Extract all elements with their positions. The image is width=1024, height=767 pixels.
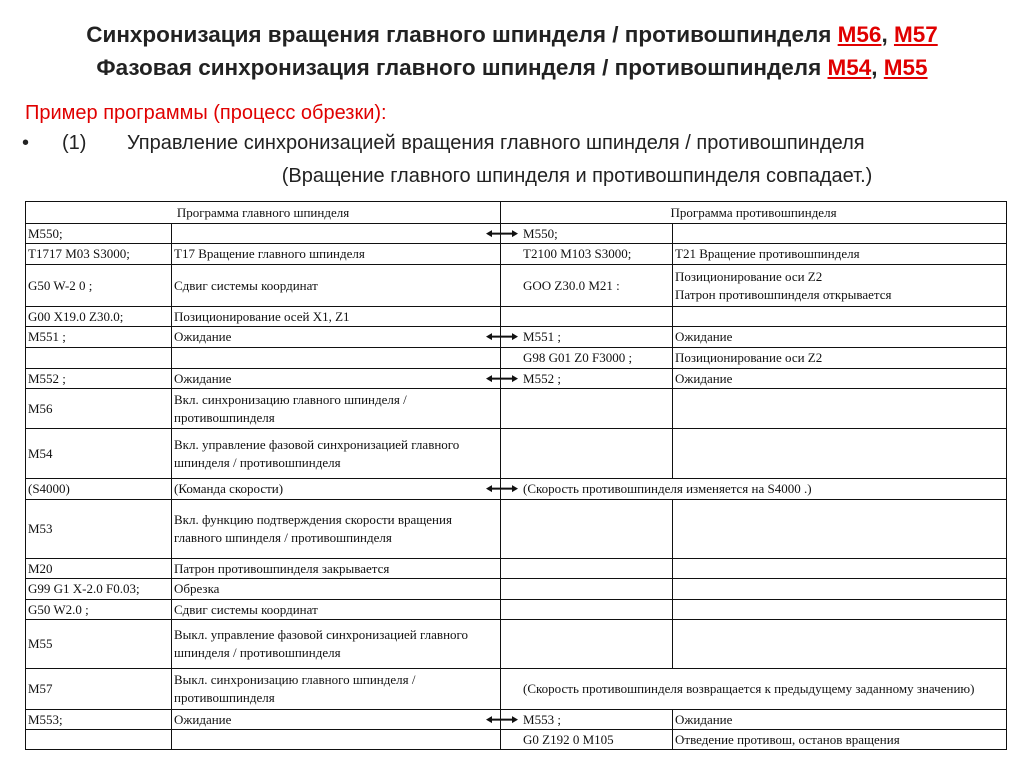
bullet-number: (1) — [62, 132, 87, 154]
cell-c1 — [26, 224, 172, 244]
cell-c2 — [172, 500, 501, 559]
cell-c1 — [26, 500, 172, 559]
cell-text: Сдвиг системы координат — [174, 601, 318, 617]
cell-text: Позиционирование оси Z2 Патрон противошпинделя открывается — [675, 268, 892, 302]
cell-c1 — [26, 579, 172, 600]
cell-c2 — [172, 327, 501, 348]
table-row — [26, 620, 1007, 669]
bullet-icon: • — [22, 132, 30, 154]
bullet-item — [22, 132, 865, 155]
bullet-note: (Вращение главного шпинделя и противошпинделя совпадает.) — [281, 165, 873, 187]
table-row — [26, 429, 1007, 479]
cell-c34 — [501, 479, 1007, 500]
cell-c4 — [673, 265, 1007, 307]
cell-text: M550; — [523, 225, 558, 241]
cell-c2 — [172, 389, 501, 429]
cell-c3 — [501, 265, 673, 307]
cell-c2 — [172, 600, 501, 620]
cell-c1 — [26, 479, 172, 500]
table-row — [26, 224, 1007, 244]
cell-c3 — [501, 500, 673, 559]
cell-c3 — [501, 244, 673, 265]
cell-c4 — [673, 429, 1007, 479]
cell-c4 — [673, 710, 1007, 730]
cell-text: T1717 M03 S3000; — [28, 246, 130, 261]
table-row — [26, 244, 1007, 265]
table-row — [26, 479, 1007, 500]
cell-text: M551 ; — [28, 329, 66, 344]
table-row — [26, 669, 1007, 710]
program-table — [25, 201, 1007, 750]
cell-c2 — [172, 710, 501, 730]
cell-text: Ожидание — [675, 370, 733, 386]
cell-c1 — [26, 389, 172, 429]
cell-text: Обрезка — [174, 581, 220, 596]
cell-text: (Скорость противошпинделя изменяется на S4000 .) — [523, 481, 812, 496]
code-link-m55: M55 — [883, 55, 928, 80]
cell-c4 — [673, 244, 1007, 265]
cell-c2 — [172, 579, 501, 600]
table-row — [26, 389, 1007, 429]
cell-c4 — [673, 224, 1007, 244]
code-link-m57: M57 — [893, 22, 938, 47]
cell-text: G98 G01 Z0 F3000 ; — [523, 350, 633, 365]
cell-c1 — [26, 600, 172, 620]
cell-c3 — [501, 620, 673, 669]
cell-text: Отведение противош, останов вращения — [675, 731, 900, 747]
cell-c1 — [26, 559, 172, 579]
table-row — [26, 730, 1007, 750]
table-row — [26, 265, 1007, 307]
title-line-1 — [0, 22, 1024, 48]
cell-text: M57 — [28, 681, 53, 696]
cell-text: G50 W-2 0 ; — [28, 277, 93, 293]
cell-c1 — [26, 620, 172, 669]
sync-arrow-icon — [486, 715, 518, 723]
table-row — [26, 710, 1007, 730]
table-row — [26, 348, 1007, 369]
cell-c4 — [673, 369, 1007, 389]
sync-arrow-icon — [486, 485, 518, 493]
cell-text: (S4000) — [28, 481, 70, 496]
cell-text: G99 G1 X-2.0 F0.03; — [28, 581, 140, 596]
cell-text: (Команда скорости) — [174, 481, 284, 496]
cell-text: Ожидание — [675, 329, 733, 344]
cell-c2 — [172, 669, 501, 710]
cell-c4 — [673, 730, 1007, 750]
table-row — [26, 600, 1007, 620]
cell-c2 — [172, 429, 501, 479]
cell-c1 — [26, 265, 172, 307]
cell-c3 — [501, 369, 673, 389]
cell-text: Сдвиг системы координат — [174, 277, 318, 293]
cell-text: M54 — [28, 445, 53, 461]
cell-c34 — [501, 669, 1007, 710]
cell-c3 — [501, 710, 673, 730]
cell-c3 — [501, 429, 673, 479]
cell-text: T17 Вращение главного шпинделя — [174, 246, 365, 261]
cell-text: G50 W2.0 ; — [28, 601, 89, 617]
cell-c2 — [172, 369, 501, 389]
table-row — [26, 579, 1007, 600]
cell-c2 — [172, 307, 501, 327]
cell-text: M55 — [28, 636, 53, 651]
cell-c3 — [501, 389, 673, 429]
cell-text: (Скорость противошпинделя возвращается к предыдущему заданному значению) — [523, 681, 975, 696]
cell-text: Ожидание — [174, 370, 232, 386]
cell-text: G0 Z192 0 M105 — [523, 731, 614, 747]
cell-text: M553 ; — [523, 711, 561, 727]
cell-c3 — [501, 327, 673, 348]
sync-arrow-icon — [486, 333, 518, 341]
cell-c4 — [673, 559, 1007, 579]
sync-arrow-icon — [486, 229, 518, 237]
cell-text: T2100 M103 S3000; — [523, 246, 632, 261]
cell-text: Вкл. функцию подтверждения скорости вращения главного шпинделя / противошпинделя — [174, 512, 452, 545]
cell-text: M553; — [28, 711, 63, 727]
cell-c3 — [501, 600, 673, 620]
cell-text: M56 — [28, 400, 53, 416]
cell-c4 — [673, 500, 1007, 559]
cell-c1 — [26, 710, 172, 730]
cell-c3 — [501, 579, 673, 600]
subtitle: Пример программы (процесс обрезки): — [25, 102, 387, 124]
cell-c3 — [501, 730, 673, 750]
table-row — [26, 327, 1007, 348]
cell-text: Позиционирование оси Z2 — [675, 350, 823, 365]
cell-text: Вкл. синхронизацию главного шпинделя / противошпинделя — [174, 391, 407, 425]
code-link-m54: M54 — [827, 55, 872, 80]
cell-text: Ожидание — [174, 711, 232, 727]
cell-text: G00 X19.0 Z30.0; — [28, 308, 124, 324]
table-row — [26, 500, 1007, 559]
cell-text: Вкл. управление фазовой синхронизацией главного шпинделя / противошпинделя — [174, 436, 460, 470]
cell-c4 — [673, 348, 1007, 369]
cell-c2 — [172, 244, 501, 265]
cell-c1 — [26, 730, 172, 750]
cell-c1 — [26, 669, 172, 710]
cell-text: Позиционирование осей X1, Z1 — [174, 308, 350, 324]
cell-text: M551 ; — [523, 329, 561, 344]
header-main-spindle: Программа главного шпинделя — [26, 202, 501, 224]
cell-c4 — [673, 620, 1007, 669]
cell-c4 — [673, 389, 1007, 429]
table-row — [26, 307, 1007, 327]
cell-text: T21 Вращение противошпинделя — [675, 246, 860, 261]
cell-c1 — [26, 369, 172, 389]
cell-text: M550; — [28, 225, 63, 241]
cell-text: M53 — [28, 521, 53, 536]
cell-c1 — [26, 307, 172, 327]
title-line-2 — [0, 55, 1024, 81]
cell-c1 — [26, 429, 172, 479]
cell-text: Ожидание — [174, 329, 232, 344]
cell-c3 — [501, 559, 673, 579]
cell-text: Ожидание — [675, 711, 733, 727]
table-row — [26, 369, 1007, 389]
cell-c4 — [673, 327, 1007, 348]
cell-c2 — [172, 479, 501, 500]
header-sub-spindle: Программа противошпинделя — [501, 202, 1007, 224]
sync-arrow-icon — [486, 374, 518, 382]
cell-c4 — [673, 579, 1007, 600]
title-text: Синхронизация вращения главного шпинделя / противошпинделя — [86, 22, 838, 47]
cell-c3 — [501, 224, 673, 244]
cell-c4 — [673, 600, 1007, 620]
cell-text: GOO Z30.0 M21 : — [523, 277, 620, 293]
cell-c2 — [172, 224, 501, 244]
separator: , — [871, 55, 884, 80]
cell-text: Выкл. управление фазовой синхронизацией главного шпинделя / противошпинделя — [174, 627, 469, 660]
cell-c3 — [501, 348, 673, 369]
separator: , — [881, 22, 894, 47]
table-row — [26, 559, 1007, 579]
cell-c4 — [673, 307, 1007, 327]
cell-c2 — [172, 730, 501, 750]
cell-text: Патрон противошпинделя закрывается — [174, 560, 390, 576]
code-link-m56: M56 — [837, 22, 882, 47]
cell-c1 — [26, 244, 172, 265]
bullet-text: Управление синхронизацией вращения главного шпинделя / противошпинделя — [127, 132, 865, 154]
cell-c2 — [172, 559, 501, 579]
title-text: Фазовая синхронизация главного шпинделя / противошпинделя — [96, 55, 828, 80]
cell-text: M552 ; — [523, 370, 561, 386]
cell-text: Выкл. синхронизацию главного шпинделя / противошпинделя — [174, 672, 416, 705]
cell-c3 — [501, 307, 673, 327]
cell-text: M552 ; — [28, 370, 66, 386]
cell-c2 — [172, 348, 501, 369]
cell-c1 — [26, 348, 172, 369]
cell-c1 — [26, 327, 172, 348]
cell-c2 — [172, 265, 501, 307]
cell-text: M20 — [28, 560, 53, 576]
cell-c2 — [172, 620, 501, 669]
